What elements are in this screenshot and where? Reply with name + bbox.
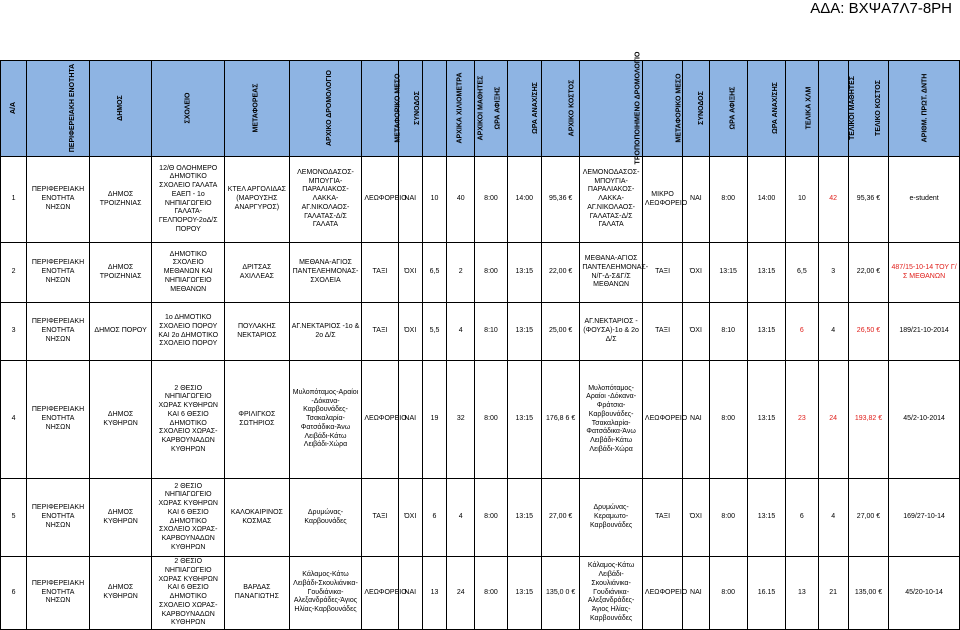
header-label: ΤΕΛΙΚΑ ΧΛΜ [805, 86, 813, 130]
header-label: ΣΧΟΛΕΙΟ [184, 92, 192, 124]
cell-final-departure: 14:00 [747, 157, 785, 243]
header-cell [362, 61, 402, 157]
cell-initial-km: 19 [422, 361, 446, 479]
cell-final-cost: 193,82 € [848, 361, 888, 479]
cell-initial-arrival: 8:00 [475, 157, 507, 243]
cell-initial-km: 6,5 [422, 243, 446, 303]
header-label: ΠΕΡΙΦΕΡΕΙΑΚΗ ΕΝΟΤΗΤΑ [69, 63, 77, 153]
cell-protocol: 45/2-10-2014 [889, 361, 960, 479]
header-cell [225, 61, 290, 157]
cell-initial-students: 32 [447, 361, 475, 479]
cell-initial-route: ΜΕΘΑΝΑ-ΑΓΙΟΣ ΠΑΝΤΕΛΕΗΜΟΝΑΣ-ΣΧΟΛΕΙΑ [289, 243, 362, 303]
cell-region: ΠΕΡΙΦΕΡΕΙΑΚΗ ΕΝΟΤΗΤΑ ΝΗΣΩΝ [27, 243, 90, 303]
cell-municipality: ΔΗΜΟΣ ΤΡΟΙΖΗΝΙΑΣ [89, 243, 152, 303]
cell-final-students: 3 [818, 243, 848, 303]
cell-final-escort: ΝΑΙ [683, 157, 709, 243]
cell-region: ΠΕΡΙΦΕΡΕΙΑΚΗ ΕΝΟΤΗΤΑ ΝΗΣΩΝ [27, 479, 90, 557]
cell-initial-departure: 13:15 [507, 479, 541, 557]
cell-municipality: ΔΗΜΟΣ ΚΥΘΗΡΩΝ [89, 479, 152, 557]
cell-initial-departure: 14:00 [507, 157, 541, 243]
cell-final-km: 10 [786, 157, 818, 243]
cell-final-students: 21 [818, 557, 848, 630]
header-label: ΜΕΤΑΦΟΡΙΚΟ ΜΕΣΟ [394, 73, 402, 143]
cell-aa: 1 [1, 157, 27, 243]
cell-initial-departure: 13:15 [507, 243, 541, 303]
cell-municipality: ΔΗΜΟΣ ΠΟΡΟΥ [89, 303, 152, 361]
cell-aa: 2 [1, 243, 27, 303]
cell-initial-km: 6 [422, 479, 446, 557]
cell-region: ΠΕΡΙΦΕΡΕΙΑΚΗ ΕΝΟΤΗΤΑ ΝΗΣΩΝ [27, 303, 90, 361]
cell-final-arrival: 8:00 [709, 557, 747, 630]
cell-carrier: ΠΟΥΛΑΚΗΣ ΝΕΚΤΑΡΙΟΣ [225, 303, 290, 361]
cell-initial-km: 13 [422, 557, 446, 630]
header-label: Α/Α [9, 102, 17, 115]
cell-protocol: 487/15-10-14 ΤΟΥ Γ/Σ ΜΕΘΑΝΩΝ [889, 243, 960, 303]
cell-final-escort: ΌΧΙ [683, 303, 709, 361]
header-label: ΑΡΙΘΜ. ΠΡΩΤ. ΔΝΤΗ [921, 73, 929, 143]
cell-final-students: 4 [818, 479, 848, 557]
cell-initial-escort: ΌΧΙ [398, 243, 422, 303]
cell-protocol: e-student [889, 157, 960, 243]
cell-initial-escort: ΝΑΙ [398, 157, 422, 243]
header-label: ΩΡΑ ΑΦΙΞΗΣ [494, 86, 502, 130]
header-cell [27, 61, 90, 157]
cell-final-vehicle: ΤΑΞΙ [642, 479, 682, 557]
cell-school: 12/Θ ΟΛΟΗΜΕΡΟ ΔΗΜΟΤΙΚΟ ΣΧΟΛΕΙΟ ΓΑΛΑΤΑ ΕΑΕΠ - 1ο ΝΗΠΙΑΓΩΓΕΙΟ ΓΑΛΑΤΑ-ΓΕΛΠΟΡΟΥ-2οΔ/Σ ΠΟΡΟΥ [152, 157, 225, 243]
document-code-bar [0, 0, 960, 18]
routes-table [0, 51, 960, 630]
cell-modified-route: ΛΕΜΟΝΟΔΑΣΟΣ-ΜΠΟΥΓΙΑ-ΠΑΡΑΛΙΑΚΟΣ-ΛΑΚΚΑ-ΑΓ.ΝΙΚΟΛΑΟΣ-ΓΑΛΑΤΑΣ-Δ/Σ ΓΑΛΑΤΑ [580, 157, 643, 243]
cell-final-arrival: 8:00 [709, 361, 747, 479]
header-label: ΣΥΝΟΔΟΣ [413, 91, 421, 125]
cell-final-vehicle: ΜΙΚΡΟ ΛΕΩΦΟΡΕΙΟ [642, 157, 682, 243]
document-code: ΑΔΑ: ΒΧΨΑ7Λ7-8ΡΗ [810, 0, 952, 17]
cell-initial-students: 4 [447, 479, 475, 557]
header-cell [507, 61, 541, 157]
cell-final-km: 13 [786, 557, 818, 630]
header-label: ΔΗΜΟΣ [116, 95, 124, 121]
cell-carrier: ΚΑΛΟΚΑΙΡΙΝΟΣ ΚΟΣΜΑΣ [225, 479, 290, 557]
cell-school: 2 ΘΕΣΙΟ ΝΗΠΙΑΓΩΓΕΙΟ ΧΩΡΑΣ ΚΥΘΗΡΩΝ ΚΑΙ 6 ΘΕΣΙΟ ΔΗΜΟΤΙΚΟ ΣΧΟΛΕΙΟ ΧΩΡΑΣ-ΚΑΡΒΟΥΝΑΔΩΝ ΚΥΘΗΡΩΝ [152, 361, 225, 479]
cell-modified-route: ΑΓ.ΝΕΚΤΑΡΙΟΣ -(ΦΟΥΣΑ)-1ο & 2ο Δ/Σ [580, 303, 643, 361]
cell-initial-departure: 13:15 [507, 557, 541, 630]
cell-initial-students: 40 [447, 157, 475, 243]
cell-final-students: 42 [818, 157, 848, 243]
cell-school: 1ο ΔΗΜΟΤΙΚΟ ΣΧΟΛΕΙΟ ΠΟΡΟΥ ΚΑΙ 2ο ΔΗΜΟΤΙΚΟ ΣΧΟΛΕΙΟ ΠΟΡΟΥ [152, 303, 225, 361]
cell-final-vehicle: ΛΕΩΦΟΡΕΙΟ [642, 557, 682, 630]
cell-initial-departure: 13:15 [507, 303, 541, 361]
table-row [1, 157, 960, 243]
cell-aa: 6 [1, 557, 27, 630]
cell-final-km: 6,5 [786, 243, 818, 303]
cell-initial-vehicle: ΤΑΞΙ [362, 243, 398, 303]
table-row [1, 361, 960, 479]
cell-protocol: 169/27-10-14 [889, 479, 960, 557]
cell-initial-vehicle: ΛΕΩΦΟΡΕΙΟ [362, 157, 398, 243]
cell-final-km: 6 [786, 303, 818, 361]
cell-school: ΔΗΜΟΤΙΚΟ ΣΧΟΛΕΙΟ ΜΕΘΑΝΩΝ ΚΑΙ ΝΗΠΙΑΓΩΓΕΙΟ ΜΕΘΑΝΩΝ [152, 243, 225, 303]
cell-final-km: 23 [786, 361, 818, 479]
cell-initial-cost: 25,00 € [541, 303, 579, 361]
cell-municipality: ΔΗΜΟΣ ΤΡΟΙΖΗΝΙΑΣ [89, 157, 152, 243]
header-label: ΑΡΧΙΚΑ ΧΙΛΙΟΜΕΤΡΑ [456, 72, 464, 144]
cell-initial-km: 10 [422, 157, 446, 243]
cell-initial-escort: ΌΧΙ [398, 303, 422, 361]
cell-final-departure: 13:15 [747, 303, 785, 361]
cell-initial-departure: 13:15 [507, 361, 541, 479]
cell-initial-escort: ΌΧΙ [398, 479, 422, 557]
cell-initial-km: 5,5 [422, 303, 446, 361]
cell-final-escort: ΝΑΙ [683, 361, 709, 479]
cell-final-vehicle: ΛΕΩΦΟΡΕΙΟ [642, 361, 682, 479]
cell-final-departure: 13:15 [747, 361, 785, 479]
header-label: ΩΡΑ ΑΝΑΧ/ΣΗΣ [531, 82, 539, 135]
cell-final-cost: 135,00 € [848, 557, 888, 630]
cell-initial-students: 2 [447, 243, 475, 303]
header-label: ΑΡΧΙΚΟΙ ΜΑΘΗΤΕΣ [477, 75, 485, 141]
cell-carrier: ΚΤΕΛ ΑΡΓΟΛΙΔΑΣ (ΜΑΡΟΥΣΗΣ ΑΝΑΡΓΥΡΟΣ) [225, 157, 290, 243]
header-label: ΜΕΤΑΦΟΡΕΑΣ [252, 83, 260, 133]
cell-initial-vehicle: ΛΕΩΦΟΡΕΙΟ [362, 557, 398, 630]
cell-final-students: 24 [818, 361, 848, 479]
cell-initial-arrival: 8:10 [475, 303, 507, 361]
table-row [1, 479, 960, 557]
header-cell [747, 61, 785, 157]
cell-initial-route: ΑΓ.ΝΕΚΤΑΡΙΟΣ -1ο & 2ο Δ/Σ [289, 303, 362, 361]
header-cell [541, 61, 579, 157]
table-row [1, 303, 960, 361]
header-cell [289, 61, 362, 157]
cell-carrier: ΔΡΙΤΣΑΣ ΑΧΙΛΛΕΑΣ [225, 243, 290, 303]
cell-initial-students: 24 [447, 557, 475, 630]
header-label: ΑΡΧΙΚΟ ΚΟΣΤΟΣ [568, 79, 576, 137]
cell-modified-route: Μυλοπόταμος-Αραίοι -Δόκανα-Φράτσια-Καρβουνάδες-Τσακαλαρία-Φατσάδικα-Άνω Λειβάδι-Κάτω Λειβάδι-Χώρα [580, 361, 643, 479]
cell-initial-route: Μυλοπόταμος-Αραίοι -Δόκανα-Καρβουνάδες-Τσακαλαρία-Φατσάδικα-Άνω Λειβάδι-Κάτω Λειβάδι-Χώρα [289, 361, 362, 479]
cell-initial-escort: ΝΑΙ [398, 361, 422, 479]
header-cell [889, 61, 960, 157]
cell-final-arrival: 8:00 [709, 157, 747, 243]
cell-final-arrival: 8:00 [709, 479, 747, 557]
header-label: ΤΡΟΠΟΠΟΙΗΜΕΝΟ ΔΡΟΜΟΛΟΓΙΟ [634, 51, 642, 165]
header-cell [683, 61, 709, 157]
header-cell [786, 61, 818, 157]
cell-municipality: ΔΗΜΟΣ ΚΥΘΗΡΩΝ [89, 557, 152, 630]
cell-final-arrival: 8:10 [709, 303, 747, 361]
cell-school: 2 ΘΕΣΙΟ ΝΗΠΙΑΓΩΓΕΙΟ ΧΩΡΑΣ ΚΥΘΗΡΩΝ ΚΑΙ 6 ΘΕΣΙΟ ΔΗΜΟΤΙΚΟ ΣΧΟΛΕΙΟ ΧΩΡΑΣ-ΚΑΡΒΟΥΝΑΔΩΝ ΚΥΘΗΡΩΝ [152, 557, 225, 630]
cell-carrier: ΦΡΙΛΙΓΚΟΣ ΣΩΤΗΡΙΟΣ [225, 361, 290, 479]
cell-final-departure: 16.15 [747, 557, 785, 630]
header-cell [152, 61, 225, 157]
cell-initial-cost: 22,00 € [541, 243, 579, 303]
cell-initial-route: Δρυμώνας-Καρβουνάδες [289, 479, 362, 557]
cell-initial-arrival: 8:00 [475, 361, 507, 479]
header-cell [642, 61, 682, 157]
cell-initial-route: ΛΕΜΟΝΟΔΑΣΟΣ-ΜΠΟΥΓΙΑ-ΠΑΡΑΛΙΑΚΟΣ-ΛΑΚΚΑ-ΑΓ.ΝΙΚΟΛΑΟΣ-ΓΑΛΑΤΑΣ-Δ/Σ ΓΑΛΑΤΑ [289, 157, 362, 243]
cell-initial-arrival: 8:00 [475, 479, 507, 557]
cell-protocol: 189/21-10-2014 [889, 303, 960, 361]
header-label: ΤΕΛΙΚΟ ΚΟΣΤΟΣ [874, 80, 882, 137]
cell-municipality: ΔΗΜΟΣ ΚΥΘΗΡΩΝ [89, 361, 152, 479]
cell-modified-route: Δρυμώνας-Κεραμωτο-Καρβουνάδες [580, 479, 643, 557]
header-label: ΣΥΝΟΔΟΣ [698, 91, 706, 125]
cell-modified-route: ΜΕΘΑΝΑ-ΑΓΙΟΣ ΠΑΝΤΕΛΕΗΜΟΝΑΣ-Ν/Γ-Δ-Σ&Γ/Σ ΜΕΘΑΝΩΝ [580, 243, 643, 303]
cell-final-cost: 27,00 € [848, 479, 888, 557]
header-cell [422, 61, 464, 157]
cell-initial-arrival: 8:00 [475, 243, 507, 303]
cell-final-escort: ΌΧΙ [683, 479, 709, 557]
header-label: ΤΕΛΙΚΟΙ ΜΑΘΗΤΕΣ [848, 76, 856, 141]
header-label: ΩΡΑ ΑΦΙΞΗΣ [728, 86, 736, 130]
cell-region: ΠΕΡΙΦΕΡΕΙΑΚΗ ΕΝΟΤΗΤΑ ΝΗΣΩΝ [27, 557, 90, 630]
cell-carrier: ΒΑΡΔΑΣ ΠΑΝΑΓΙΩΤΗΣ [225, 557, 290, 630]
table-row [1, 557, 960, 630]
cell-initial-arrival: 8:00 [475, 557, 507, 630]
cell-final-cost: 95,36 € [848, 157, 888, 243]
cell-aa: 5 [1, 479, 27, 557]
cell-final-vehicle: ΤΑΞΙ [642, 303, 682, 361]
table-row [1, 243, 960, 303]
cell-modified-route: Κάλαμος-Κάτω Λειβάδι-Σκουλιάνικα-Γουδιάνικα-Αλεξανδράδες-Άγιος Ηλίας-Καρβουνάδες [580, 557, 643, 630]
cell-initial-vehicle: ΤΑΞΙ [362, 479, 398, 557]
cell-initial-escort: ΝΑΙ [398, 557, 422, 630]
cell-aa: 3 [1, 303, 27, 361]
cell-final-departure: 13:15 [747, 479, 785, 557]
cell-final-students: 4 [818, 303, 848, 361]
cell-initial-vehicle: ΛΕΩΦΟΡΕΙΟ [362, 361, 398, 479]
cell-initial-vehicle: ΤΑΞΙ [362, 303, 398, 361]
header-cell [1, 61, 27, 157]
cell-final-escort: ΌΧΙ [683, 243, 709, 303]
header-label: ΩΡΑ ΑΝΑΧ/ΣΗΣ [771, 82, 779, 135]
cell-final-departure: 13:15 [747, 243, 785, 303]
cell-initial-cost: 176,8 6 € [541, 361, 579, 479]
header-label: ΑΡΧΙΚΟ ΔΡΟΜΟΛΟΓΙΟ [325, 70, 333, 147]
cell-protocol: 45/20-10-14 [889, 557, 960, 630]
cell-final-km: 6 [786, 479, 818, 557]
header-row [1, 61, 960, 157]
cell-region: ΠΕΡΙΦΕΡΕΙΑΚΗ ΕΝΟΤΗΤΑ ΝΗΣΩΝ [27, 157, 90, 243]
header-cell [818, 61, 856, 157]
header-cell [89, 61, 152, 157]
cell-initial-route: Κάλαμος-Κάτω Λειβάδι-Σκουλιάνικα-Γουδιάνικα-Αλεξανδράδες-Άγιος Ηλίας-Καρβουνάδες [289, 557, 362, 630]
cell-region: ΠΕΡΙΦΕΡΕΙΑΚΗ ΕΝΟΤΗΤΑ ΝΗΣΩΝ [27, 361, 90, 479]
cell-final-vehicle: ΤΑΞΙ [642, 243, 682, 303]
cell-initial-students: 4 [447, 303, 475, 361]
header-cell [709, 61, 747, 157]
cell-school: 2 ΘΕΣΙΟ ΝΗΠΙΑΓΩΓΕΙΟ ΧΩΡΑΣ ΚΥΘΗΡΩΝ ΚΑΙ 6 ΘΕΣΙΟ ΔΗΜΟΤΙΚΟ ΣΧΟΛΕΙΟ ΧΩΡΑΣ-ΚΑΡΒΟΥΝΑΔΩΝ ΚΥΘΗΡΩΝ [152, 479, 225, 557]
header-label: ΜΕΤΑΦΟΡΙΚΟ ΜΕΣΟ [675, 73, 683, 143]
cell-aa: 4 [1, 361, 27, 479]
cell-initial-cost: 95,36 € [541, 157, 579, 243]
cell-final-cost: 26,50 € [848, 303, 888, 361]
cell-final-cost: 22,00 € [848, 243, 888, 303]
cell-initial-cost: 135,0 0 € [541, 557, 579, 630]
header-cell [580, 51, 643, 165]
cell-final-escort: ΝΑΙ [683, 557, 709, 630]
cell-initial-cost: 27,00 € [541, 479, 579, 557]
cell-final-arrival: 13:15 [709, 243, 747, 303]
